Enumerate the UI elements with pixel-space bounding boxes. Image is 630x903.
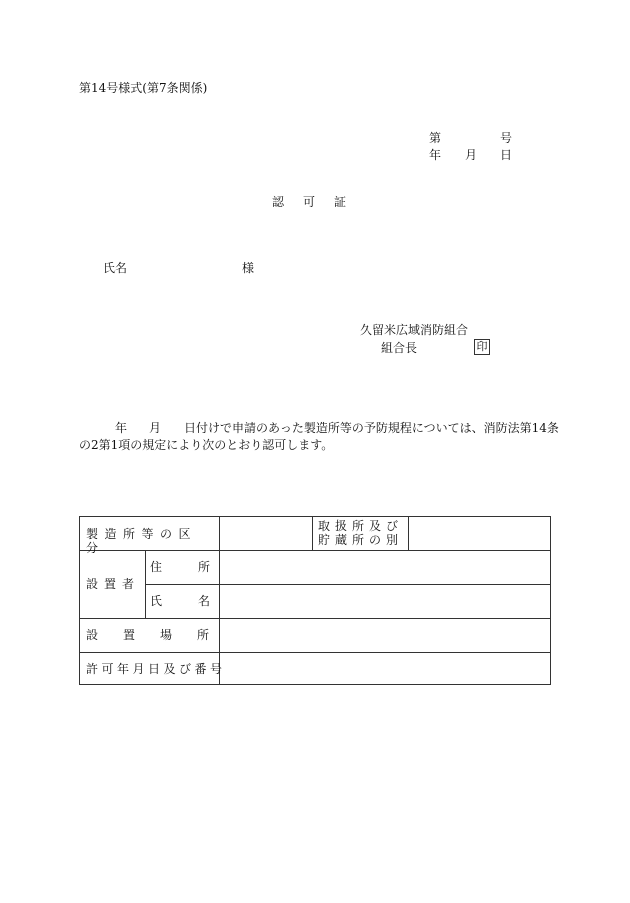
row-divider: [80, 618, 550, 619]
row-divider: [80, 652, 550, 653]
doc-number-prefix: 第: [429, 131, 442, 145]
installer-label: 設置者: [86, 577, 141, 591]
permit-value[interactable]: [221, 654, 549, 683]
date-year: 年: [429, 148, 442, 162]
handling-label-row2: [318, 533, 404, 547]
recipient-name-label: 氏名: [103, 261, 128, 275]
category-label: [86, 527, 213, 555]
permit-label: 許可年月日及び番号: [86, 662, 226, 676]
address-value[interactable]: [221, 552, 549, 583]
body-line1: 日付けで申請のあった製造所等の予防規程については、消防法第14条: [184, 421, 559, 435]
date-day: 日: [500, 148, 513, 162]
col-divider: [312, 517, 313, 550]
col-divider: [408, 517, 409, 550]
date-month: 月: [465, 148, 478, 162]
page-title: 認可証: [272, 195, 366, 209]
body-month: 月: [149, 421, 162, 435]
form-number: 第14号様式(第7条関係): [79, 81, 208, 95]
installer-name-value[interactable]: [221, 586, 549, 617]
handling-label: [318, 519, 404, 533]
body-line2: の2第1項の規定により次のとおり認可します。: [79, 438, 334, 452]
issuer-organization: 久留米広域消防組合: [360, 323, 469, 337]
issuer-position: 組合長: [381, 341, 418, 355]
handling-label-2: 貯蔵所の別: [318, 533, 404, 547]
handling-value[interactable]: [410, 518, 549, 549]
location-value[interactable]: [221, 620, 549, 651]
installer-name-label: 氏名: [150, 594, 247, 608]
permit-table: [79, 516, 551, 685]
handling-label-1: 取扱所及び: [318, 519, 404, 533]
row-divider: [145, 584, 550, 585]
category-value[interactable]: [221, 518, 311, 549]
body-year: 年: [115, 421, 128, 435]
address-label: 住所: [150, 560, 247, 574]
seal-mark: 印: [474, 339, 490, 355]
recipient-honorific: 様: [242, 261, 255, 275]
col-divider: [145, 550, 146, 618]
location-label: 設置場所: [86, 628, 235, 642]
category-label-text: 製造所等の区分: [86, 527, 198, 555]
doc-number-suffix: 号: [500, 131, 513, 145]
